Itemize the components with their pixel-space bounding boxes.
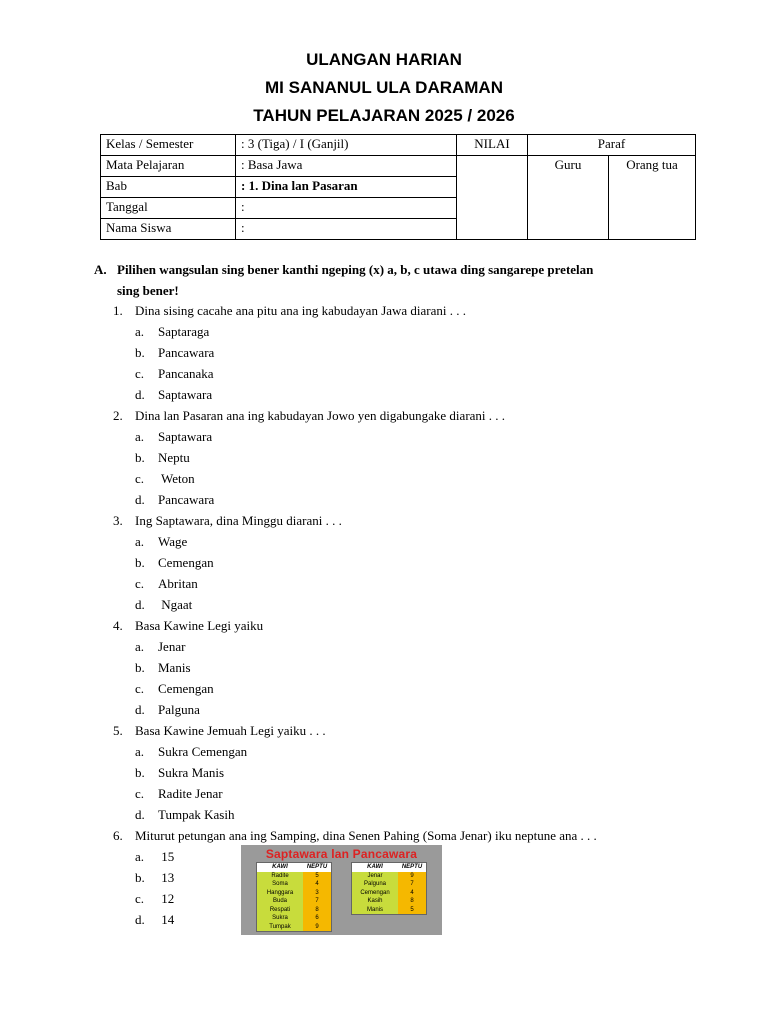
nama-label: Nama Siswa (101, 219, 236, 240)
option-letter: d. (135, 702, 145, 717)
option-letter: a. (135, 534, 145, 549)
answer-option[interactable] (135, 575, 198, 593)
neptu-cell: 9 (303, 923, 331, 932)
option-text: 13 (158, 870, 175, 885)
question-text: Basa Kawine Legi yaiku (135, 618, 264, 633)
tanggal-label: Tanggal (101, 198, 236, 219)
mapel-label: Mata Pelajaran (101, 156, 236, 177)
instruction-line-2: sing bener! (117, 283, 179, 298)
bab-label: Bab (101, 177, 236, 198)
option-text: Neptu (158, 450, 190, 465)
saptawara-row (257, 880, 331, 889)
kawi-cell: Radite (257, 872, 303, 881)
orang-tua-label: Orang tua (626, 157, 678, 172)
answer-option[interactable] (135, 365, 214, 383)
neptu-cell: 3 (303, 889, 331, 898)
answer-option[interactable] (135, 533, 187, 551)
option-letter: c. (135, 471, 145, 486)
option-text: Saptaraga (158, 324, 210, 339)
kawi-header: KAWI (352, 863, 398, 872)
option-text: Abritan (158, 576, 198, 591)
neptu-cell: 7 (303, 897, 331, 906)
saptawara-row (257, 897, 331, 906)
option-text: Pancawara (158, 345, 215, 360)
option-text: Palguna (158, 702, 200, 717)
answer-option[interactable] (135, 785, 223, 803)
nilai-box[interactable] (457, 156, 528, 240)
section-a-instruction (94, 259, 694, 301)
kawi-cell: Kasih (352, 897, 398, 906)
option-text: Cemengan (158, 555, 214, 570)
kawi-cell: Manis (352, 906, 398, 915)
option-letter: c. (135, 576, 145, 591)
option-letter: b. (135, 555, 145, 570)
tanggal-value[interactable]: : (236, 198, 457, 219)
neptu-header: NEPTU (303, 863, 331, 872)
option-text: 15 (158, 849, 175, 864)
option-text: Saptawara (158, 429, 213, 444)
pancawara-row (352, 897, 426, 906)
pancawara-row (352, 906, 426, 915)
title-academic-year: TAHUN PELAJARAN 2025 / 2026 (253, 106, 515, 125)
answer-option[interactable] (135, 701, 200, 719)
answer-option[interactable] (135, 911, 174, 929)
kawi-cell: Cemengan (352, 889, 398, 898)
pancawara-table-header (352, 863, 426, 872)
option-text: Jenar (158, 639, 186, 654)
kawi-cell: Tumpak (257, 923, 303, 932)
answer-option[interactable] (135, 344, 214, 362)
option-letter: b. (135, 345, 145, 360)
question-text: Basa Kawine Jemuah Legi yaiku . . . (135, 723, 326, 738)
saptawara-row (257, 872, 331, 881)
option-text: Saptawara (158, 387, 213, 402)
student-info-table (100, 134, 696, 240)
saptawara-table (256, 862, 332, 932)
paraf-orang-tua-box[interactable] (609, 156, 696, 240)
question-1 (113, 302, 466, 320)
option-letter: d. (135, 912, 145, 927)
answer-option[interactable] (135, 428, 212, 446)
option-text: Sukra Cemengan (158, 744, 248, 759)
answer-option[interactable] (135, 806, 234, 824)
option-text: Sukra Manis (158, 765, 225, 780)
option-letter: b. (135, 660, 145, 675)
question-number: 4. (113, 618, 123, 633)
option-letter: d. (135, 597, 145, 612)
option-text: 14 (158, 912, 175, 927)
instruction-line-1: Pilihen wangsulan sing bener kanthi ngeping (x) a, b, c utawa ding sangarepe pretelan (117, 262, 594, 277)
image-title: Saptawara lan Pancawara (265, 847, 418, 861)
option-letter: c. (135, 681, 145, 696)
saptawara-row (257, 914, 331, 923)
answer-option[interactable] (135, 638, 185, 656)
option-letter: d. (135, 492, 145, 507)
option-text: Pancawara (158, 492, 215, 507)
answer-option[interactable] (135, 470, 195, 488)
kawi-cell: Jenar (352, 872, 398, 881)
option-letter: b. (135, 870, 145, 885)
option-letter: c. (135, 366, 145, 381)
answer-option[interactable] (135, 596, 192, 614)
section-letter: A. (94, 262, 107, 277)
option-letter: a. (135, 639, 145, 654)
option-letter: b. (135, 450, 145, 465)
nama-value[interactable]: : (236, 219, 457, 240)
option-letter: c. (135, 891, 145, 906)
paraf-guru-box[interactable] (528, 156, 609, 240)
neptu-cell: 7 (398, 880, 426, 889)
question-number: 3. (113, 513, 123, 528)
question-number: 2. (113, 408, 123, 423)
neptu-cell: 9 (398, 872, 426, 881)
question-number: 6. (113, 828, 123, 843)
question-6 (113, 827, 597, 845)
option-text: Radite Jenar (158, 786, 223, 801)
answer-option[interactable] (135, 743, 247, 761)
answer-option[interactable] (135, 449, 190, 467)
question-text: Dina lan Pasaran ana ing kabudayan Jowo yen digabungake diarani . . . (135, 408, 506, 423)
neptu-cell: 4 (303, 880, 331, 889)
pancawara-row (352, 880, 426, 889)
title-ulangan-harian: ULANGAN HARIAN (306, 50, 462, 69)
option-letter: a. (135, 324, 145, 339)
guru-label: Guru (554, 157, 582, 172)
option-letter: a. (135, 849, 145, 864)
neptu-cell: 5 (303, 872, 331, 881)
pancawara-row (352, 872, 426, 881)
paraf-header: Paraf (528, 135, 696, 156)
option-letter: d. (135, 387, 145, 402)
option-letter: b. (135, 765, 145, 780)
option-text: Tumpak Kasih (158, 807, 235, 822)
neptu-cell: 5 (398, 906, 426, 915)
saptawara-row (257, 889, 331, 898)
question-5 (113, 722, 326, 740)
nilai-header: NILAI (457, 135, 528, 156)
kawi-cell: Buda (257, 897, 303, 906)
option-letter: a. (135, 429, 145, 444)
bab-value: : 1. Dina lan Pasaran (236, 177, 457, 198)
answer-option[interactable] (135, 764, 224, 782)
saptawara-table-header (257, 863, 331, 872)
neptu-cell: 6 (303, 914, 331, 923)
question-number: 5. (113, 723, 123, 738)
saptawara-pancawara-image (241, 845, 442, 935)
answer-option[interactable] (135, 386, 212, 404)
kawi-cell: Palguna (352, 880, 398, 889)
kawi-header: KAWI (257, 863, 303, 872)
option-text: 12 (158, 891, 175, 906)
question-text: Miturut petungan ana ing Samping, dina Senen Pahing (Soma Jenar) iku neptune ana . . . (135, 828, 597, 843)
mapel-value: : Basa Jawa (236, 156, 457, 177)
pancawara-row (352, 889, 426, 898)
neptu-cell: 4 (398, 889, 426, 898)
kawi-cell: Soma (257, 880, 303, 889)
neptu-cell: 8 (303, 906, 331, 915)
answer-option[interactable] (135, 323, 209, 341)
option-letter: d. (135, 807, 145, 822)
option-text: Manis (158, 660, 191, 675)
answer-option[interactable] (135, 554, 214, 572)
option-text: Cemengan (158, 681, 214, 696)
answer-option[interactable] (135, 890, 174, 908)
question-3 (113, 512, 342, 530)
option-text: Weton (158, 471, 195, 486)
answer-option[interactable] (135, 491, 214, 509)
option-letter: a. (135, 744, 145, 759)
option-text: Ngaat (158, 597, 193, 612)
pancawara-table (351, 862, 427, 915)
answer-option[interactable] (135, 869, 174, 887)
question-text: Ing Saptawara, dina Minggu diarani . . . (135, 513, 342, 528)
option-text: Pancanaka (158, 366, 214, 381)
title-school-name: MI SANANUL ULA DARAMAN (265, 78, 503, 97)
saptawara-row (257, 906, 331, 915)
saptawara-row (257, 923, 331, 932)
question-4 (113, 617, 263, 635)
answer-option[interactable] (135, 659, 191, 677)
neptu-cell: 8 (398, 897, 426, 906)
kawi-cell: Sukra (257, 914, 303, 923)
answer-option[interactable] (135, 848, 174, 866)
kelas-value: : 3 (Tiga) / I (Ganjil) (236, 135, 457, 156)
answer-option[interactable] (135, 680, 214, 698)
question-number: 1. (113, 303, 123, 318)
neptu-header: NEPTU (398, 863, 426, 872)
option-letter: c. (135, 786, 145, 801)
question-2 (113, 407, 505, 425)
option-text: Wage (158, 534, 188, 549)
kelas-label: Kelas / Semester (101, 135, 236, 156)
kawi-cell: Hanggara (257, 889, 303, 898)
kawi-cell: Respati (257, 906, 303, 915)
question-text: Dina sising cacahe ana pitu ana ing kabudayan Jawa diarani . . . (135, 303, 467, 318)
